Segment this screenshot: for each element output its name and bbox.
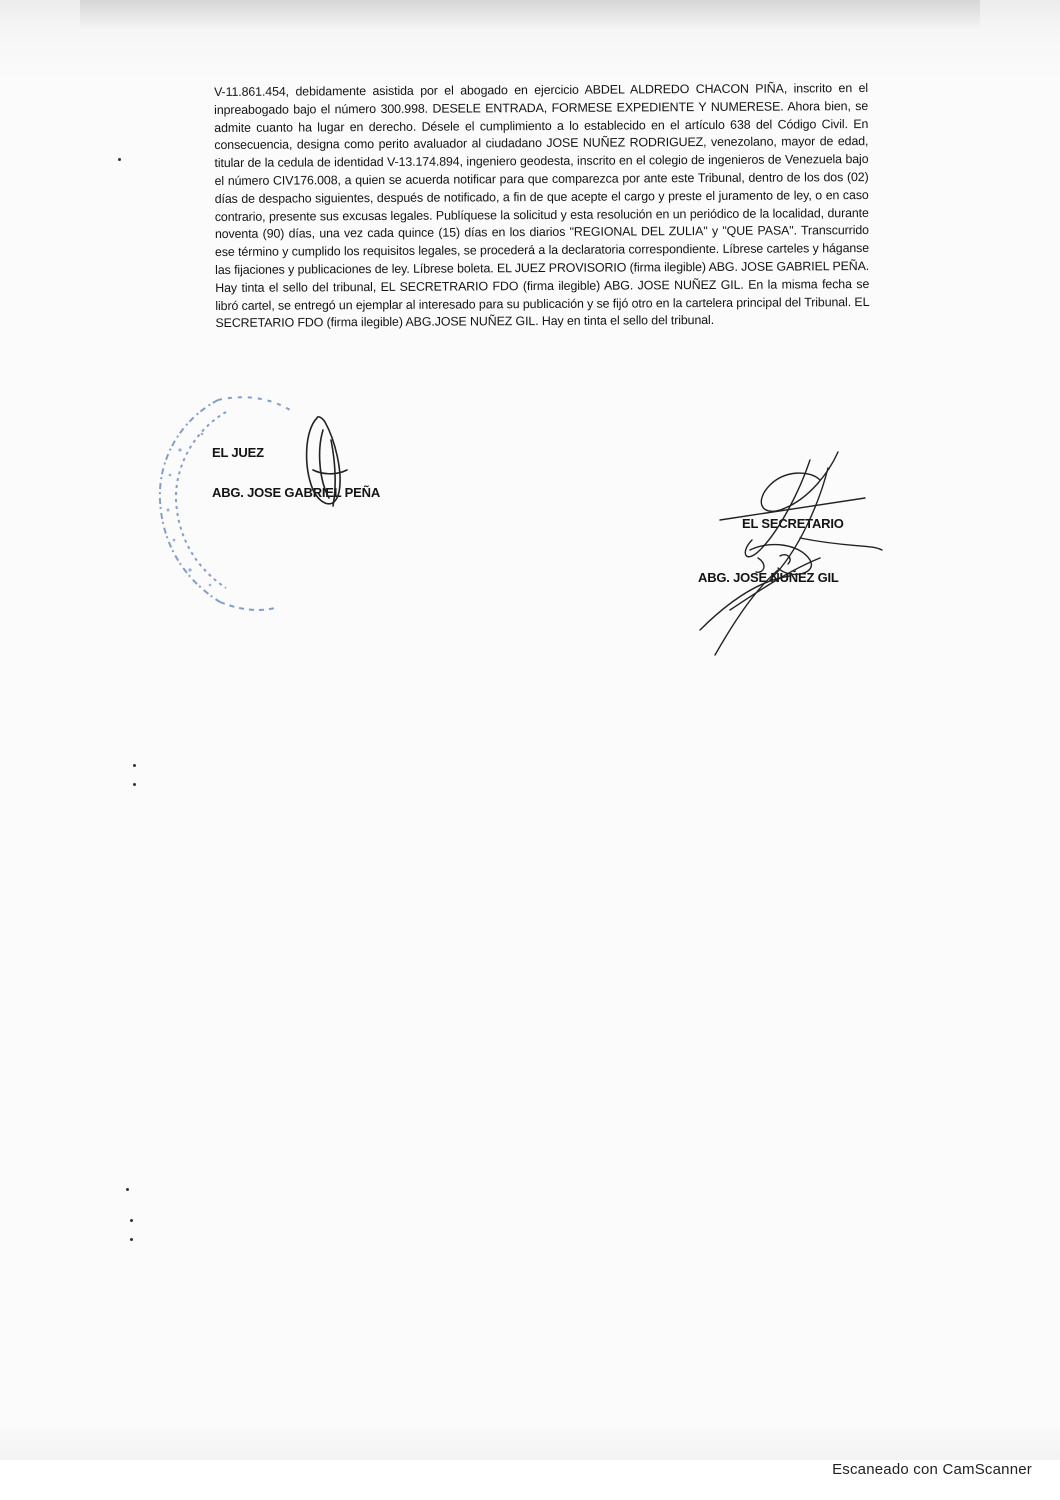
judge-handwritten-signature <box>295 410 365 520</box>
resolution-paragraph: V-11.861.454, debidamente asistida por el abogado en ejercicio ABDEL ALDREDO CHACON PIÑA, inscrito en el inpreabogado bajo el número 300.998. DESELE ENTRADA, FORMESE EXPEDIENTE Y NUMERESE. Ahora bien, se admite cuanto ha lugar en derecho. Désele el cumplimiento a lo establecido en el artículo 638 del Código Civil. En consecuencia, designa como perito avaluador al ciudadano JOSE NUÑEZ RODRIGUEZ, venezolano, mayor de edad, titular de la cedula de identidad V-13.174.894, ingeniero geodesta, inscrito en el colegio de ingenieros de Venezuela bajo el número CIV176.008, a quien se acuerda notificar para que comparezca por ante este Tribunal, dentro de los dos (02) días de despacho siguientes, después de notificado, a fin de que acepte el cargo y preste el juramento de ley, o en caso contrario, presente sus excusas legales. Publíquese la solicitud y esta resolución en un periódico de la localidad, durante noventa (90) días, una vez cada quince (15) días en los diarios "REGIONAL DEL ZULIA" y "QUE PASA". Transcurrido ese término y cumplido los requisitos legales, se procederá a la declaratoria correspondiente. Líbrese carteles y háganse las fijaciones y publicaciones de ley. Líbrese boleta. EL JUEZ PROVISORIO (firma ilegible) ABG. JOSE GABRIEL PEÑA. Hay tinta el sello del tribunal, EL SECRETRARIO FDO (firma ilegible) ABG. JOSE NUÑEZ GIL. En la misma fecha se libró cartel, se entregó un ejemplar al interesado para su publicación y se fijó otro en la cartelera principal del Tribunal. EL SECRETARIO FDO (firma ilegible) ABG.JOSE NUÑEZ GIL. Hay en tinta el sello del tribunal. <box>214 81 870 331</box>
scan-edge-shadow <box>80 0 980 30</box>
scanner-watermark-note: Escaneado con CamScanner <box>832 1461 1032 1478</box>
margin-speck <box>130 1238 133 1241</box>
judge-title: EL JUEZ <box>212 445 264 460</box>
secretary-title: EL SECRETARIO <box>742 516 844 531</box>
secretary-handwritten-signature <box>660 440 890 670</box>
secretary-name: ABG. JOSE NUÑEZ GIL <box>698 570 839 585</box>
resolution-text-block <box>214 80 870 333</box>
margin-speck <box>133 783 136 786</box>
judge-name: ABG. JOSE GABRIEL PEÑA <box>212 485 381 500</box>
margin-speck <box>126 1188 129 1191</box>
margin-speck <box>133 764 136 767</box>
margin-speck <box>118 158 121 161</box>
tribunal-seal-stamp <box>140 380 320 620</box>
margin-speck <box>130 1219 133 1222</box>
